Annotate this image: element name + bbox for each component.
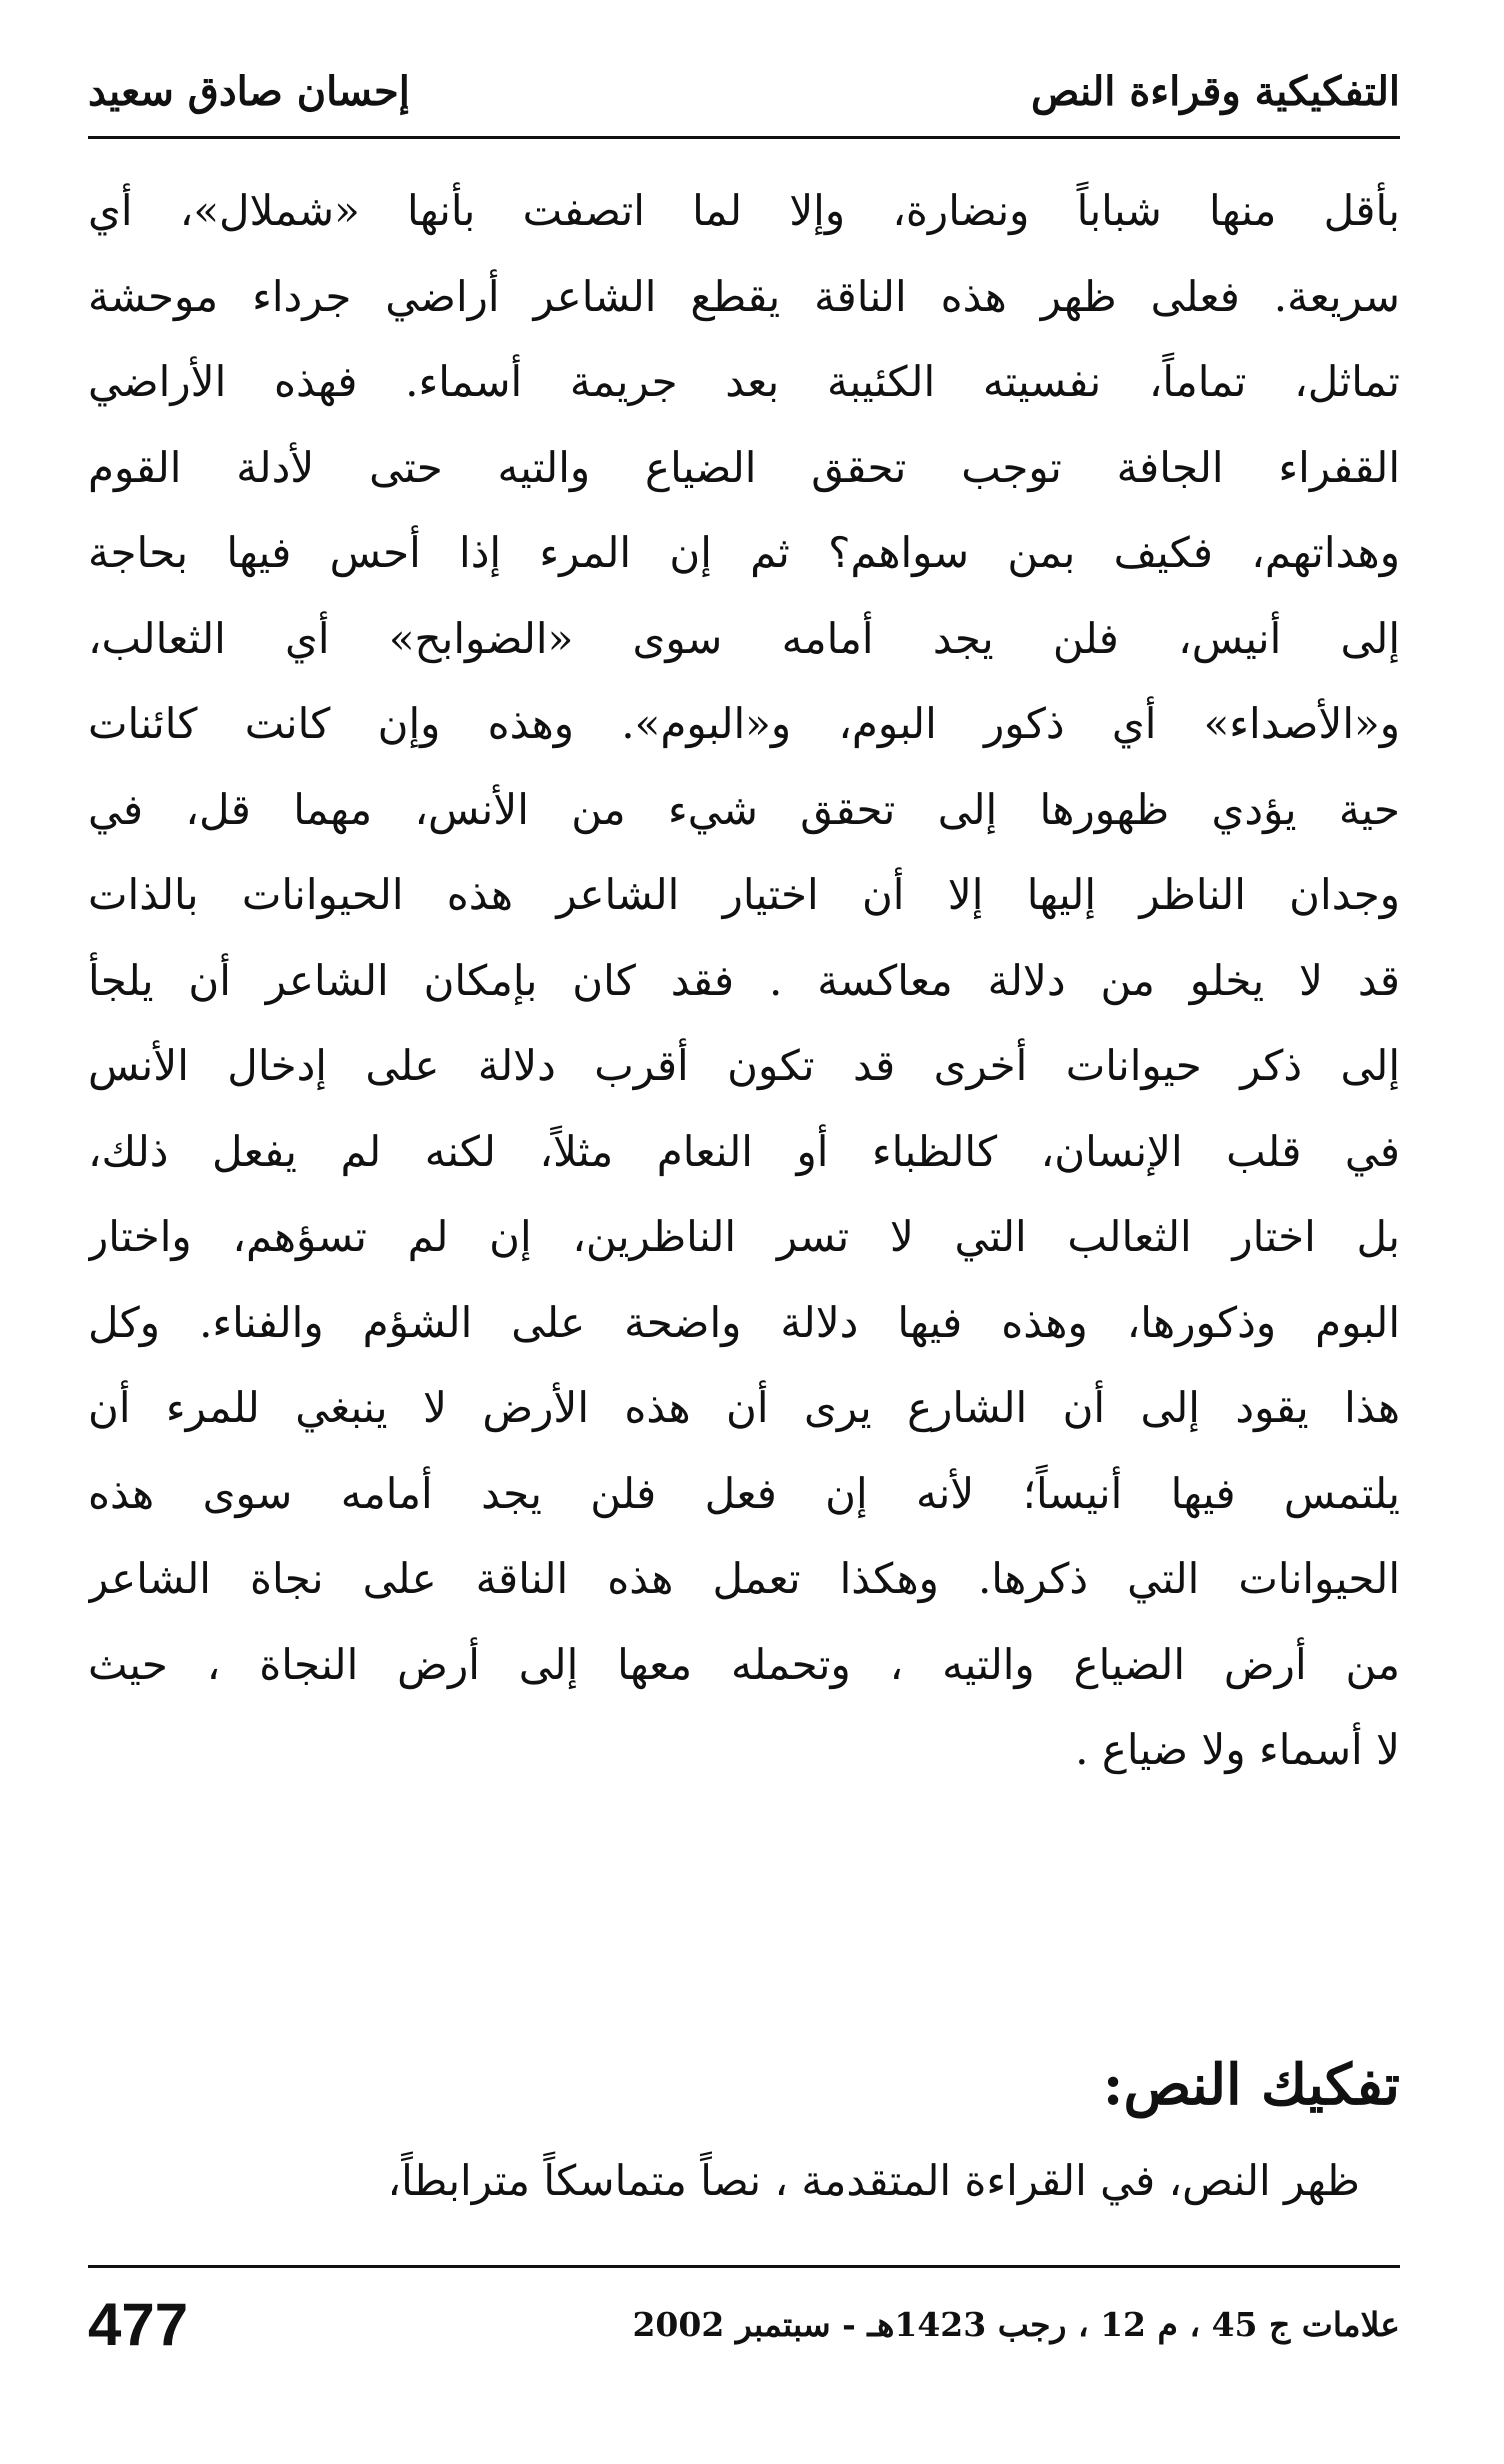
section-heading: تفكيك النص: [1102, 2052, 1400, 2118]
text-line: إلى أنيس، فلن يجد أمامه سوى «الضوابح» أي الثعالب، [88, 613, 1400, 663]
text-line: و«الأصداء» أي ذكور البوم، و«البوم». وهذه وإن كانت كائنات [88, 699, 1400, 748]
text-line: وهداتهم، فكيف بمن سواهم؟ ثم إن المرء إذا أحس فيها بحاجة [88, 528, 1400, 577]
text-line: البوم وذكورها، وهذه فيها دلالة واضحة على الشؤم والفناء. وكل [88, 1297, 1400, 1347]
text-line: وجدان الناظر إليها إلا أن اختيار الشاعر هذه الحيوانات بالذات [88, 870, 1400, 919]
text-line: لا أسماء ولا ضياع . [1075, 1725, 1400, 1774]
text-line: إلى ذكر حيوانات أخرى قد تكون أقرب دلالة على إدخال الأنس [88, 1041, 1400, 1090]
text-line: يلتمس فيها أنيساً؛ لأنه إن فعل فلن يجد أمامه سوى هذه [88, 1468, 1400, 1518]
text-line: بأقل منها شباباً ونضارة، وإلا لما اتصفت بأنها «شملال»، أي [88, 186, 1400, 235]
page-footer [88, 2280, 1400, 2370]
book-page [88, 0, 1400, 2464]
text-line: تماثل، تماماً، نفسيته الكئيبة بعد جريمة أسماء. فهذه الأراضي [88, 357, 1400, 406]
header-divider [88, 136, 1400, 139]
body-paragraph [88, 168, 1400, 1793]
text-line: من أرض الضياع والتيه ، وتحمله معها إلى أرض النجاة ، حيث [88, 1639, 1400, 1689]
footer-divider [88, 2265, 1400, 2268]
text-line: هذا يقود إلى أن الشارع يرى أن هذه الأرض لا ينبغي للمرء أن [88, 1383, 1400, 1432]
text-line: القفراء الجافة توجب تحقق الضياع والتيه حتى لأدلة القوم [88, 442, 1400, 492]
journal-issue-info: علامات ج 45 ، م 12 ، رجب 1423هـ - سبتمبر 2002 [632, 2305, 1400, 2344]
text-line: في قلب الإنسان، كالظباء أو النعام مثلاً، لكنه لم يفعل ذلك، [88, 1126, 1400, 1176]
text-line: الحيوانات التي ذكرها. وهكذا تعمل هذه الناقة على نجاة الشاعر [88, 1554, 1400, 1603]
book-title: التفكيكية وقراءة النص [1031, 68, 1400, 115]
text-line: سريعة. فعلى ظهر هذه الناقة يقطع الشاعر أراضي جرداء موحشة [88, 271, 1400, 321]
section-first-line: ظهر النص، في القراءة المتقدمة ، نصاً متماسكاً مترابطاً، [387, 2156, 1360, 2205]
text-line: قد لا يخلو من دلالة معاكسة . فقد كان بإمكان الشاعر أن يلجأ [88, 955, 1400, 1005]
page-number: 477 [88, 2291, 189, 2358]
text-line: حية يؤدي ظهورها إلى تحقق شيء من الأنس، مهما قل، في [88, 784, 1400, 834]
author-name: إحسان صادق سعيد [88, 68, 410, 115]
text-line: بل اختار الثعالب التي لا تسر الناظرين، إن لم تسؤهم، واختار [88, 1212, 1400, 1261]
running-header [88, 62, 1400, 122]
